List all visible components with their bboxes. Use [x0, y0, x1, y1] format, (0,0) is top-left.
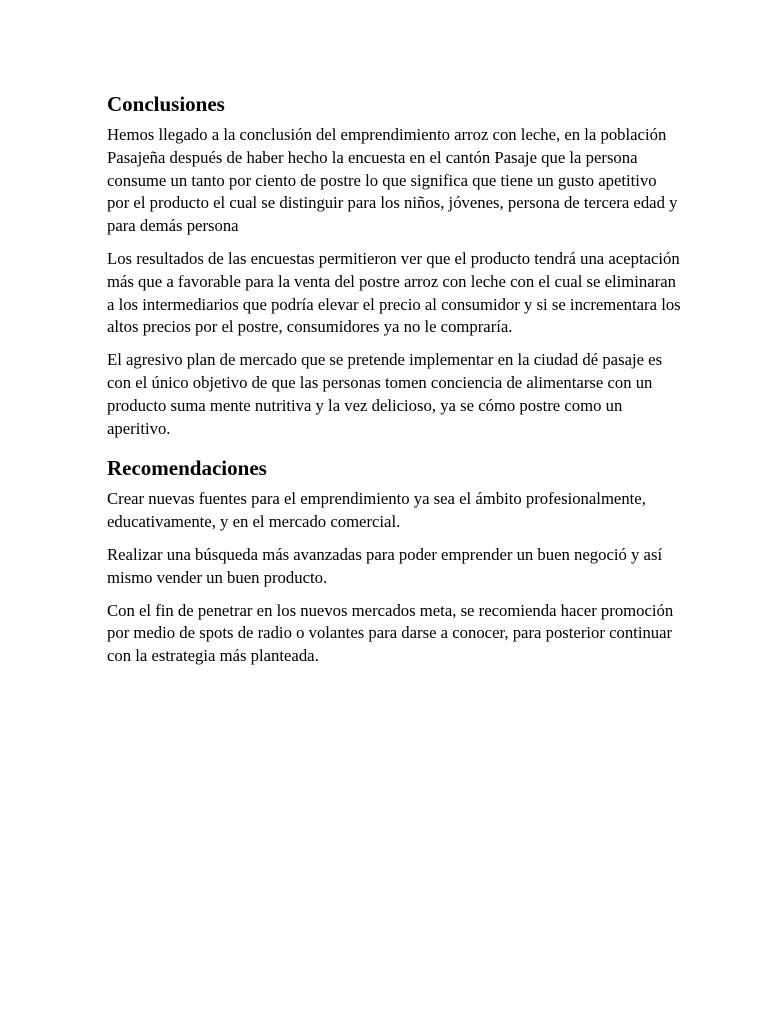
conclusiones-paragraph-3: El agresivo plan de mercado que se pretende implementar en la ciudad dé pasaje es con el único objetivo de que las personas tomen conciencia de alimentarse con un producto suma mente nutritiva y la vez delicioso, ya se cómo postre como un aperitivo. [107, 350, 663, 438]
recomendaciones-section [107, 488, 682, 668]
conclusiones-section [107, 124, 682, 440]
conclusiones-paragraph-2: Los resultados de las encuestas permitieron ver que el producto tendrá una aceptación más que a favorable para la venta del postre arroz con leche con el cual se eliminaran a los intermediarios que podría elevar el precio al consumidor y si se incrementara los altos precios por el postre, consumidores ya no le compraría. [107, 248, 681, 337]
recomendaciones-paragraph-3: Con el fin de penetrar en los nuevos mercados meta, se recomienda hacer promoción por medio de spots de radio o volantes para darse a conocer, para posterior continuar con la estrategia más planteada. [107, 600, 674, 666]
document-page [107, 90, 682, 678]
conclusiones-paragraph-1: Hemos llegado a la conclusión del emprendimiento arroz con leche, en la población Pasajeña después de haber hecho la encuesta en el cantón Pasaje que la persona consume un tanto por ciento de postre lo que significa que tiene un gusto apetitivo por el producto el cual se distinguir para los niños, jóvenes, persona de tercera edad y para demás persona [107, 125, 678, 236]
conclusiones-heading: Conclusiones [107, 92, 225, 116]
recomendaciones-paragraph-1: Crear nuevas fuentes para el emprendimiento ya sea el ámbito profesionalmente, educativamente, y en el mercado comercial. [107, 489, 646, 532]
recomendaciones-heading: Recomendaciones [107, 456, 267, 481]
recomendaciones-paragraph-2: Realizar una búsqueda más avanzadas para poder emprender un buen negoció y así mismo vender un buen producto. [107, 544, 663, 587]
